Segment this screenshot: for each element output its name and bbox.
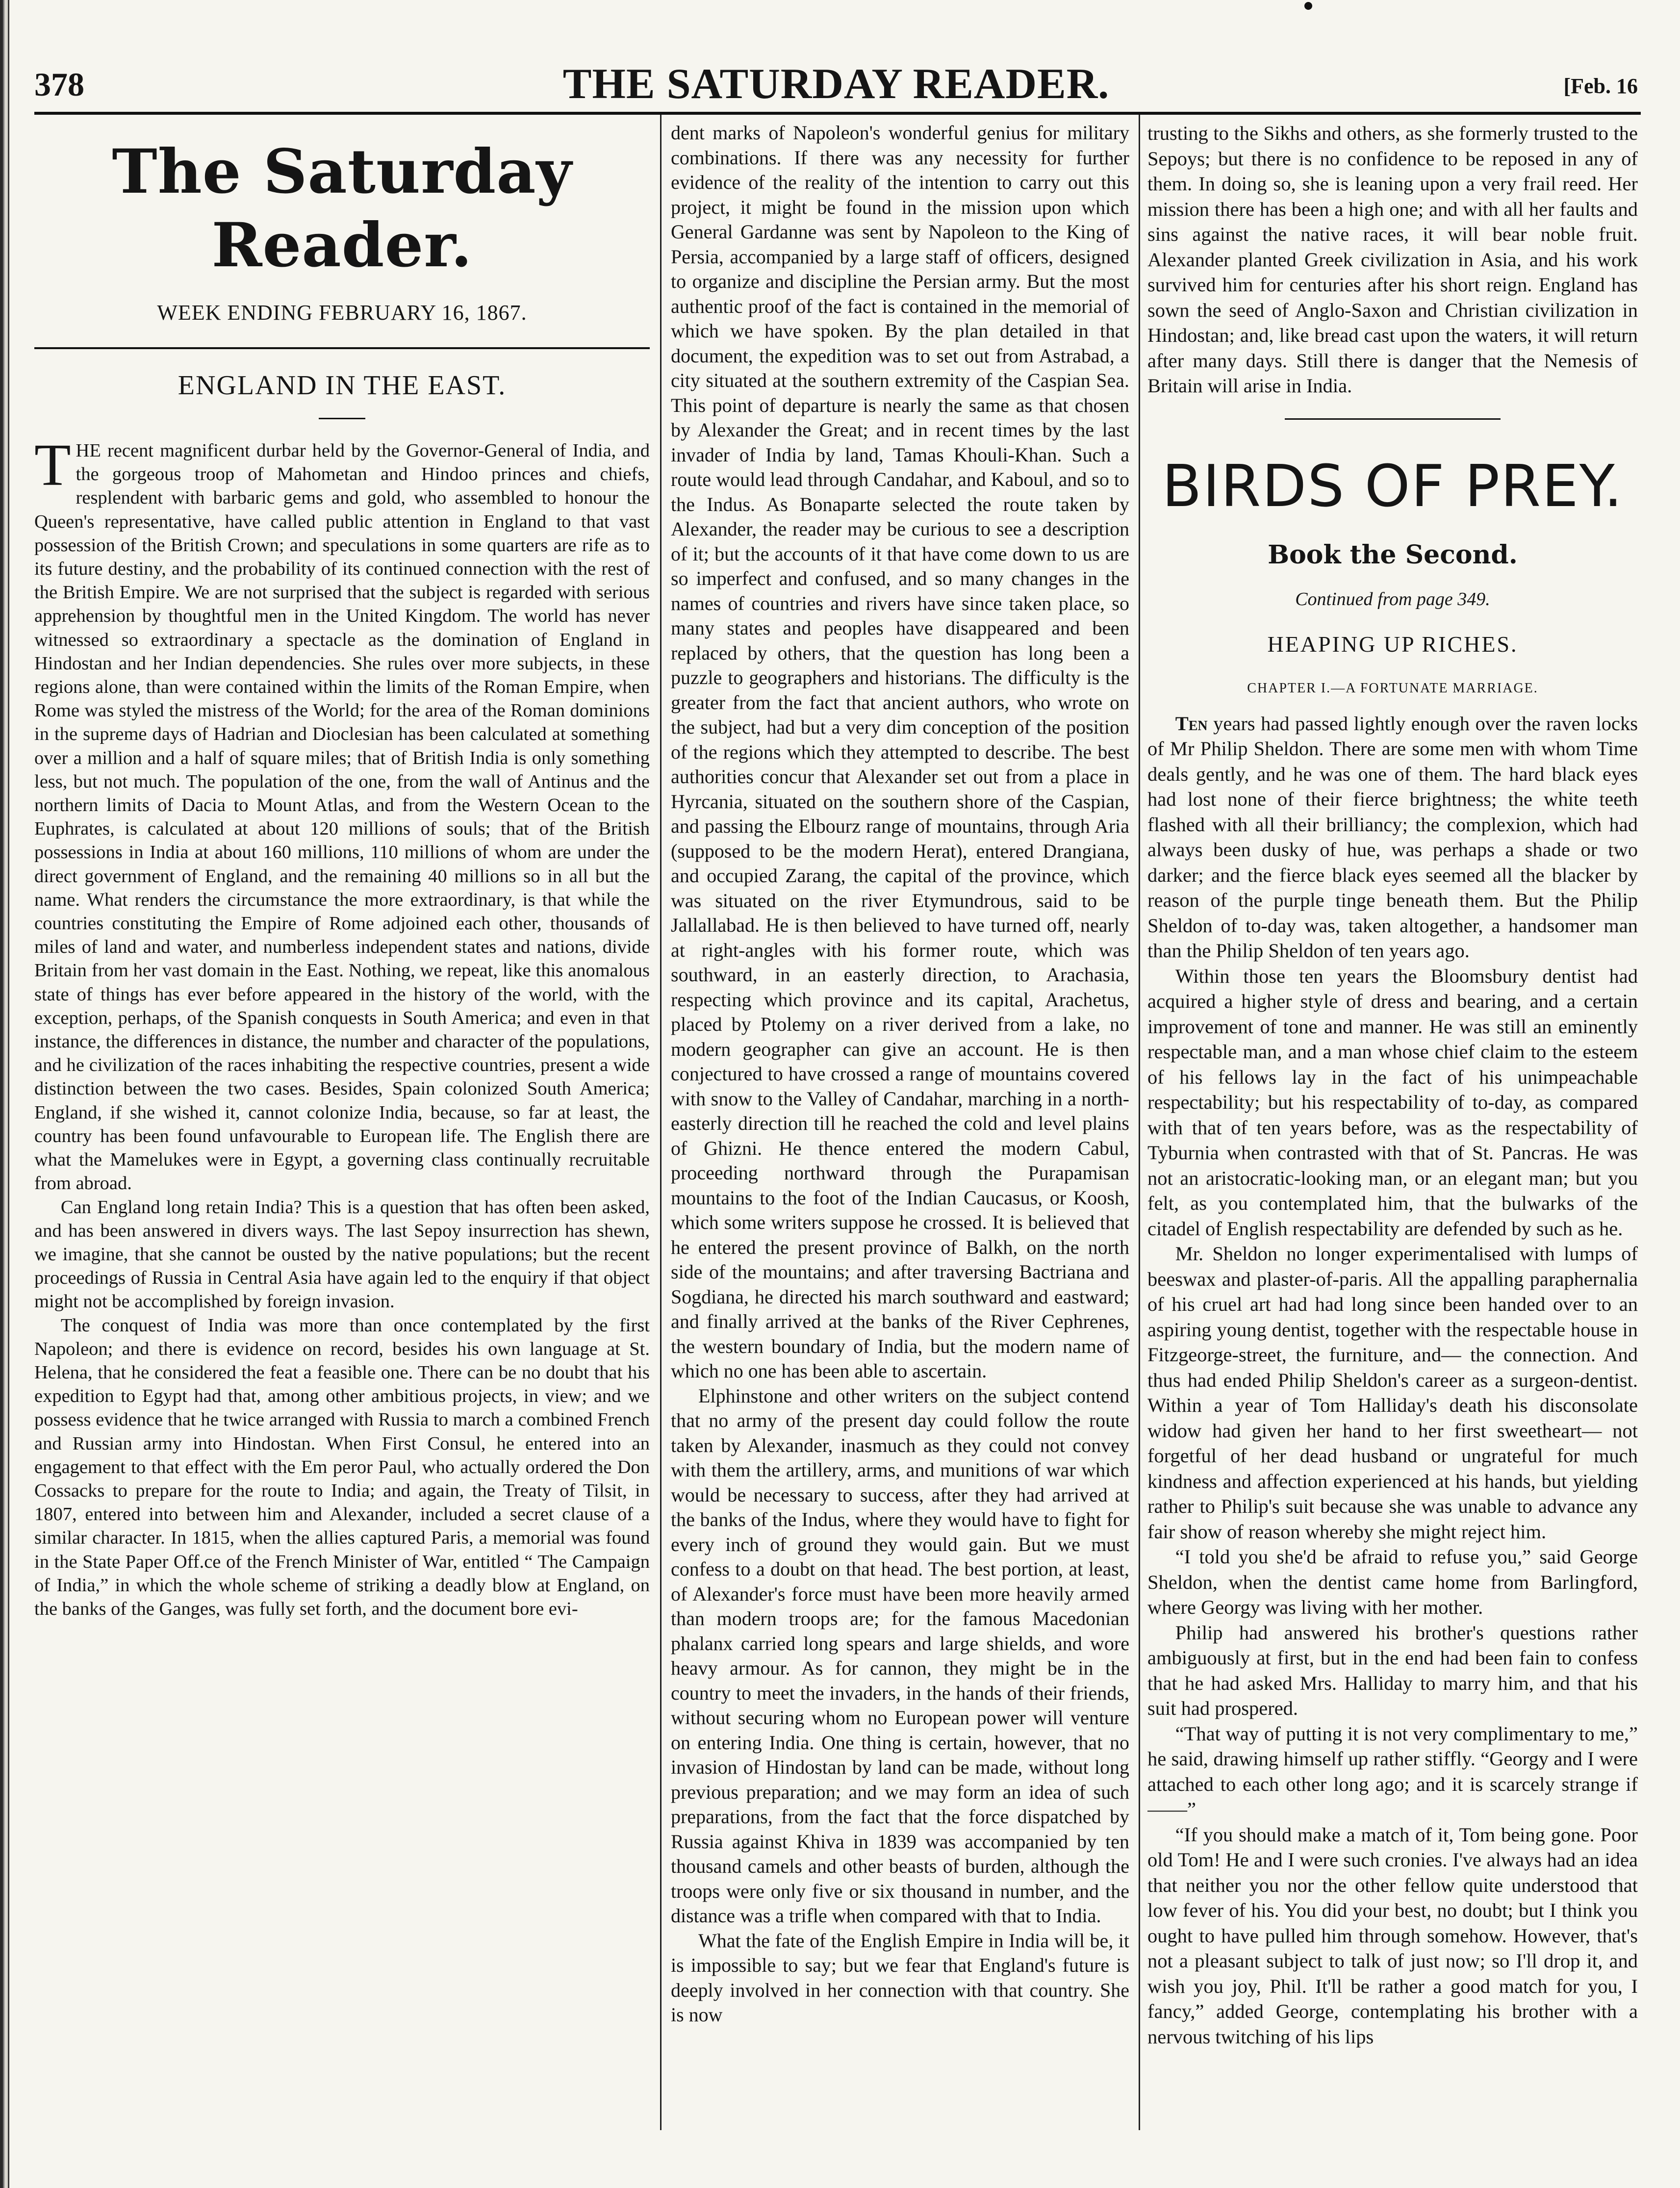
article-paragraph: The conquest of India was more than once contemplated by the first Napoleon; and there is evidence on record, besides his own language at St. Helena, that he considered the feat a feasible one. There can be no doubt that his expedition to Egypt had that, among other ambitious projects, in view; and we possess evidence that he twice arranged with Russia to march a combined French and Russian army into Hindostan. When First Consul, he entered into an engagement to that effect with the Em peror Paul, who actually ordered the Don Cossacks to prepare for the route to India; and again, the Treaty of Tilsit, in 1807, entered into between him and Alexander, included a secret clause of a similar character. In 1815, when the allies captured Paris, a memorial was found in the State Paper Off.ce of the French Minister of War, entitled “ The Campaign of India,” in which the whole scheme of striking a deadly blow at England, on the banks of the Ganges, was fully set forth, and the document bore evi- <box>34 1315 650 1619</box>
page-number: 378 <box>34 66 84 103</box>
article-title: ENGLAND IN THE EAST. <box>178 370 507 401</box>
section-rule <box>1285 418 1501 420</box>
article-paragraph <box>34 432 650 1196</box>
story-paragraph <box>1147 711 1638 964</box>
article-paragraph: Elphinstone and other writers on the subject contend that no army of the present day could follow the route taken by Alexander, inasmuch as they could not convey with them the artillery, arms, and munitions of war which would be necessary to success, after they had arrived at the banks of the Indus, where they would have to fight for every inch of ground they would gain. But we must confess to a doubt on that head. The best portion, at least, of Alexander's force must have been more heavily armed than modern troops are; for the famous Macedonian phalanx carried long spears and large shields, and wore heavy armour. As for cannon, they might be in the country to meet the invaders, in the hands of their friends, without securing whom no European power will venture on entering India. One thing is certain, however, that no invasion of Hindostan by land can be made, without long previous preparation; and we may form an idea of such preparations, from the fact that the force dispatched by Russia against Khiva in 1839 was accompanied by ten thousand camels and other beasts of burden, although the troops were only five or six thousand in number, and the distance was a trifle when compared with that to India. <box>671 1384 1129 1927</box>
column-2 <box>671 121 1129 2134</box>
story-paragraph: Within those ten years the Bloomsbury dentist had acquired a higher style of dress and bearing, and a certain improvement of tone and manner. He was still an eminently respectable man, and a man whose chief claim to the esteem of his fellows lay in the fact of his unimpeachable respectability; but his respectability of to-day, as compared with that of ten years before, was as the respectability of Tyburnia when contrasted with that of St. Pancras. He was not an aristocratic-looking man, or an elegant man; but you felt, as you contemplated him, that the bulwarks of the citadel of English respectability are defended by such as he. <box>1147 965 1638 1240</box>
masthead-rule <box>34 347 650 349</box>
continued-note: Continued from page 349. <box>1295 588 1490 610</box>
page-binding-edge <box>0 0 15 2188</box>
header-rule <box>34 112 1641 115</box>
story-paragraph: Mr. Sheldon no longer experimentalised with lumps of beeswax and plaster-of-paris. All the appalling paraphernalia of his cruel art had had long since been handed over to an aspiring young dentist, together with the respectable house in Fitzgeorge-street, the furniture, and— the connection. And thus had ended Philip Sheldon's career as a surgeon-dentist. Within a year of Tom Halliday's death his disconsolate widow had given her hand to her first sweetheart— not forgetful of her dead husband or ungrateful for much kindness and affection experienced at his hands, but yielding rather to Philip's suit because she was unable to advance any fair show of reason whereby she might reject him. <box>1147 1243 1638 1543</box>
week-ending-line: WEEK ENDING FEBRUARY 16, 1867. <box>157 301 527 325</box>
issue-date: [Feb. 16 <box>1563 74 1638 98</box>
title-rule <box>319 418 365 419</box>
column-1 <box>34 121 650 2134</box>
story-paragraph: “I told you she'd be afraid to refuse you,” said George Sheldon, when the dentist came home from Barlingford, where Georgy was living with her mother. <box>1147 1546 1638 1618</box>
paragraph-text: years had passed lightly enough over the raven locks of Mr Philip Sheldon. There are some men with whom Time deals gently, and he was one of them. The hard black eyes had lost none of their fierce brightness; the white teeth flashed with all their brilliancy; the complexion, which had always been dusky of hue, was perhaps a shade or two darker; and the fierce black eyes seemed all the blacker by reason of the purple tinge beneath them. But the Philip Sheldon of to-day was, taken altogether, a handsomer man than the Philip Sheldon of ten years ago. <box>1147 712 1638 962</box>
story-paragraph: Philip had answered his brother's questions rather ambiguously at first, but in the end had been fain to confess that he had asked Mrs. Halliday to marry him, and that his suit had prospered. <box>1147 1621 1638 1719</box>
story-paragraph: “If you should make a match of it, Tom being gone. Poor old Tom! He and I were such cronies. I've always had an idea that neither you nor the other fellow quite understood that low fever of his. You did your best, no doubt; but I think you ought to have pulled him through somehow. However, that's not a pleasant subject to talk of just now; so I'll drop it, and wish you joy, Phil. It'll be rather a good match for you, I fancy,” added George, contemplating his brother with a nervous twitching of his lips <box>1147 1823 1638 2048</box>
article-paragraph: dent marks of Napoleon's wonderful genius for military combinations. If there was any necessity for further evidence of the reality of the intention to carry out this project, it might be found in the mission upon which General Gardanne was sent by Napoleon to the King of Persia, accompanied by a large staff of officers, designed to organize and discipline the Persian army. But the most authentic proof of the fact is contained in the memorial of which we have spoken. By the plan detailed in that document, the expedition was to set out from Astrabad, a city situated at the southern extremity of the Caspian Sea. This point of departure is nearly the same as that chosen by Alexander the Great; and in recent times by the last invader of India by land, Tamas Khouli-Khan. Such a route would lead through Candahar, and Kaboul, and so to the Indus. As Bonaparte selected the route taken by Alexander, the reader may be curious to see a description of it; but the accounts of it that have come down to us are so imperfect and confused, and so many changes in the names of countries and rivers have since taken place, so many states and peoples have disappeared and been replaced by others, that the question has long been a puzzle to geographers and historians. The difficulty is the greater from the fact that ancient authors, who wrote on the subject, had but a very dim conception of the position of the regions which they attempted to describe. The best authorities concur that Alexander set out from a place in Hyrcania, situated on the southern shore of the Caspian, and passing the Elbourz range of mountains, through Aria (supposed to be the modern Herat), entered Drangiana, and occupied Zarang, the capital of the province, which was situated on the river Etymundrous, said to be Jallallabad. He is then believed to have turned off, nearly at right-angles with his former route, which was southward, in an easterly direction, to Arachasia, respecting which province and its capital, Arachetus, placed by Ptolemy on a river derived from a lake, no modern geographer can give an account. He is then conjectured to have crossed a range of mountains covered with snow to the Valley of Candahar, marching in a north-easterly direction till he reached the cold and level plains of Ghizni. He thence entered the modern Cabul, proceeding northward through the Purapamisan mountains to the foot of the Indian Caucasus, or Koosh, which some writers suppose he crossed. It is believed that he entered the present province of Balkh, on the north side of the mountains; and after traversing Bactriana and Sogdiana, he directed his march southward and eastward; and finally arrived at the banks of the River Cephrenes, the western boundary of India, but the modern name of which no one has been able to ascertain. <box>671 122 1129 1382</box>
article-paragraph: trusting to the Sikhs and others, as she formerly trusted to the Sepoys; but there is no confidence to be reposed in any of them. In doing so, she is leaning upon a very frail reed. Her mission there has been a high one; and with all her faults and sins against the native races, it will bear noble fruit. Alexander planted Greek civilization in Asia, and his work survived him for centuries after his short reign. England has sown the seed of Anglo-Saxon and Christian civilization in Hindostan; and, like bread cast upon the waters, it will return after many days. Still there is danger that the Nemesis of Britain will arise in India. <box>1147 122 1638 397</box>
article-paragraph: What the fate of the English Empire in India will be, it is impossible to say; but we fear that England's future is deeply involved in her connection with that country. She is now <box>671 1929 1129 2026</box>
article-paragraph: Can England long retain India? This is a question that has often been asked, and has been answered in divers ways. The last Sepoy insurrection has shewn, we imagine, that she cannot be ousted by the native populations; but the recent proceedings of Russia in Central Asia have again led to the enquiry if that object might not be accomplished by foreign invasion. <box>34 1196 650 1312</box>
story-title: BIRDS OF PREY. <box>1162 452 1624 520</box>
lead-word: Ten <box>1175 712 1208 735</box>
column-divider-2 <box>1139 115 1140 2130</box>
chapter-title: CHAPTER I.—A FORTUNATE MARRIAGE. <box>1247 680 1538 696</box>
masthead-title: The Saturday Reader. <box>112 136 572 281</box>
journal-name: THE SATURDAY READER. <box>562 60 1110 108</box>
story-paragraph: “That way of putting it is not very complimentary to me,” he said, drawing himself up rather stiffly. “Georgy and I were attached to each other long ago; and it is scarcely strange if——” <box>1147 1722 1638 1820</box>
column-3 <box>1147 121 1638 2134</box>
book-heading: Book the Second. <box>1268 539 1518 570</box>
column-divider-1 <box>660 115 662 2130</box>
paragraph-text: HE recent magnificent durbar held by the Governor-General of India, and the gorgeous troop of Mahometan and Hindoo princes and chiefs, resplendent with barbaric gems and gold, who assembled to honour the Queen's representative, have called public attention in England to that vast possession of the British Crown; and speculations in some quarters are rife as to its future destiny, and the probability of its continued connection with the rest of the British Empire. We are not surprised that the subject is regarded with serious apprehension by thoughtful men in the United Kingdom. The world has never witnessed so extraordinary a spectacle as the domination of England in Hindostan and her Indian dependencies. She rules over more subjects, in these regions alone, than were contained within the limits of the Roman Empire, when Rome was styled the mistress of the World; for the area of the Roman dominions in the supreme days of Hadrian and Dioclesian has been calculated at something over a million and a half of square miles; that of British India is only something less, but not much. The population of the one, from the wall of Antinus and the northern limits of Dacia to Mount Atlas, and from the Western Ocean to the Euphrates, is calculated at about 120 millions of souls; that of the British possessions in India at about 160 millions, 110 millions of whom are under the direct government of England, and the remaining 40 millions so in all but the name. What renders the circumstance the more extraordinary, is that while the countries constituting the Empire of Rome adjoined each other, thousands of miles of land and water, and numberless independent states and nations, divide Britain from her vast domain in the East. Nothing, we repeat, like this anomalous state of things has ever before appeared in the history of the world, with the exception, perhaps, of the Spanish conquests in South America; and even in that instance, the differences in distance, the number and character of the populations, and he civilization of the races inhabiting the respective countries, present a wide distinction between the two cases. Besides, Spain colonized South America; England, if she wished it, cannot colonize India, because, so far at least, the country has been found unfavourable to European life. The English there are what the Mamelukes were in Egypt, a governing class continually recruitable from abroad. <box>34 440 650 1194</box>
drop-cap: T <box>34 432 71 498</box>
ink-spot <box>1304 2 1312 10</box>
section-title: HEAPING UP RICHES. <box>1267 631 1518 657</box>
page-header <box>34 60 1638 114</box>
